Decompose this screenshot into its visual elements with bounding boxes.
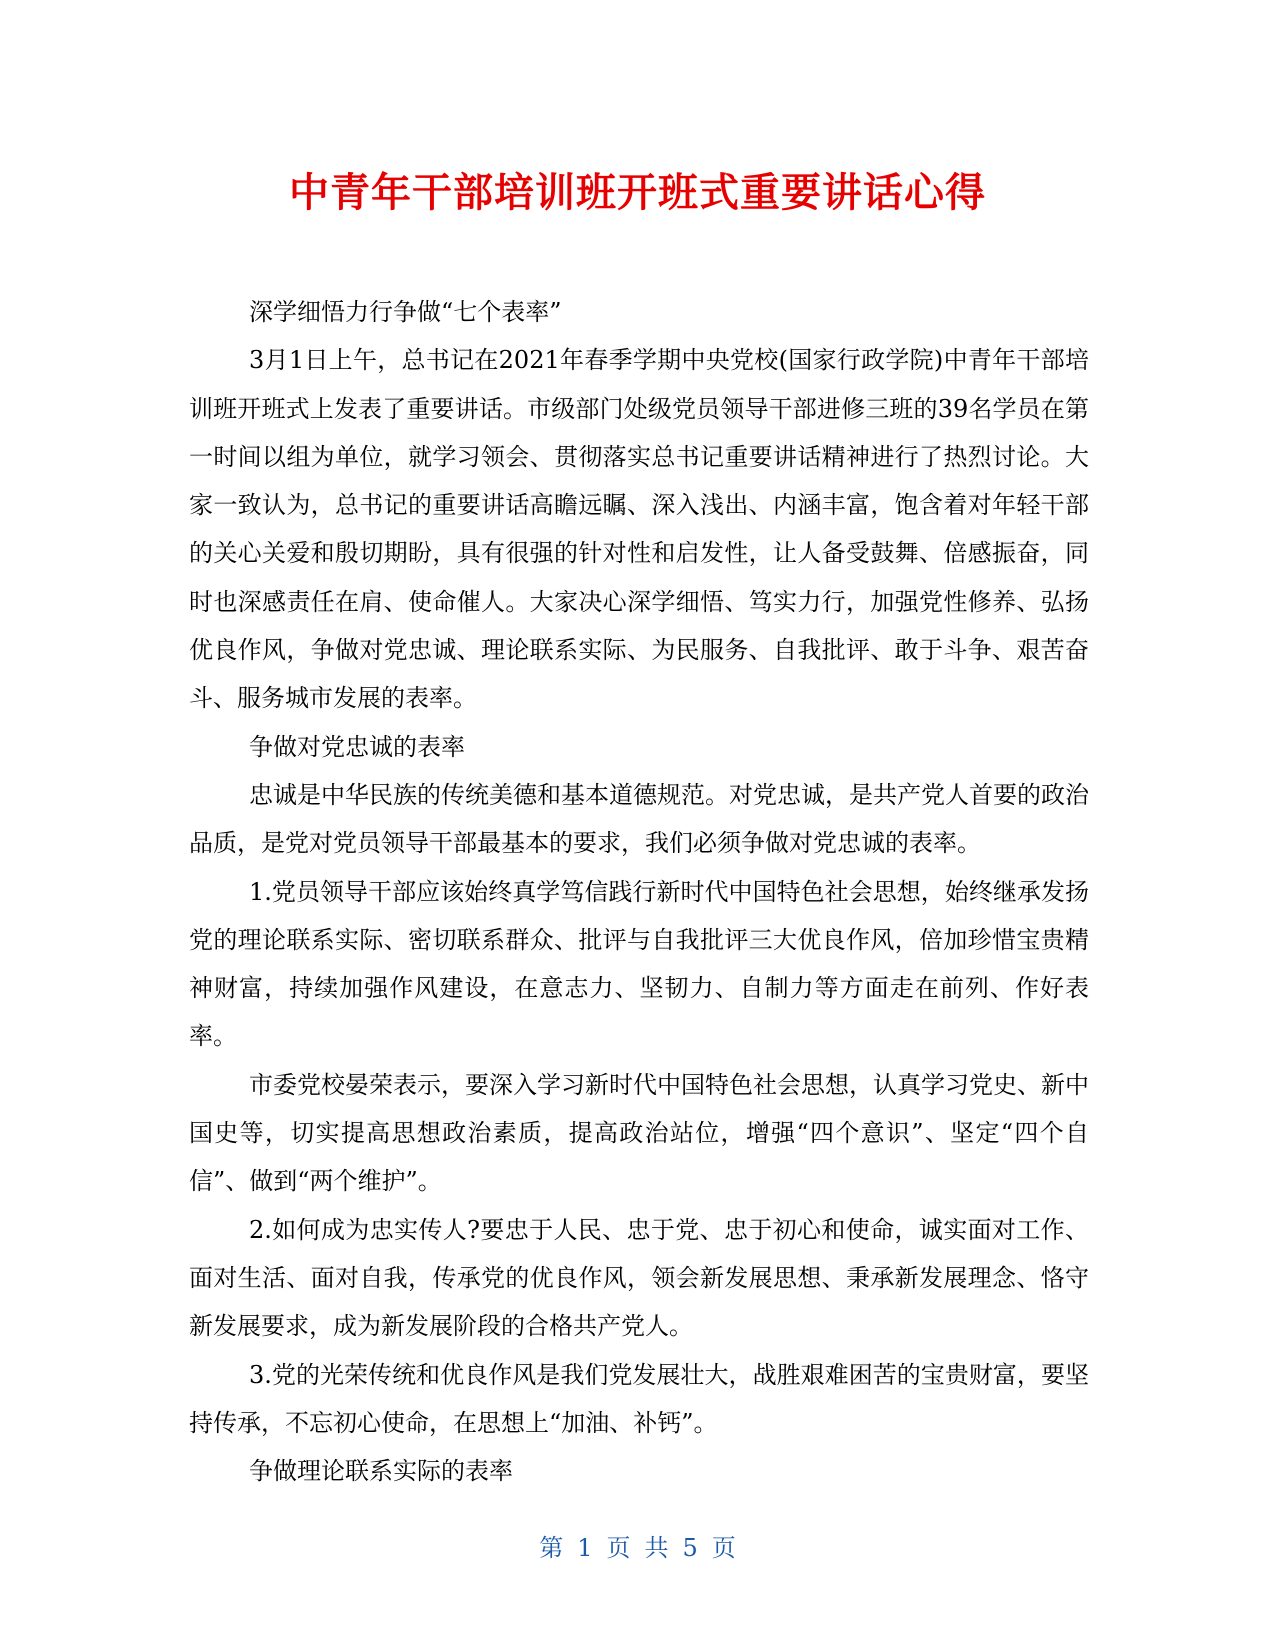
footer-total-word: 共 xyxy=(644,1534,669,1562)
footer-total-unit: 页 xyxy=(711,1534,736,1562)
paragraph-point-2: 2.如何成为忠实传人?要忠于人民、忠于党、忠于初心和使命，诚实面对工作、面对生活、面对自我，传承党的优良作风，领会新发展思想、秉承新发展理念、恪守新发展要求，成为新发展阶段的合格共产党人。 xyxy=(189,1215,1089,1341)
paragraph-intro: 3月1日上午，总书记在2021年春季学期中央党校(国家行政学院)中青年干部培训班开班式上发表了重要讲话。市级部门处级党员领导干部进修三班的39名学员在第一时间以组为单位，就学习领会、贯彻落实总书记重要讲话精神进行了热烈讨论。大家一致认为，总书记的重要讲话高瞻远瞩、深入浅出、内涵丰富，饱含着对年轻干部的关心关爱和殷切期盼，具有很强的针对性和启发性，让人备受鼓舞、倍感振奋，同时也深感责任在肩、使命催人。大家决心深学细悟、笃实力行，加强党性修养、弘扬优良作风，争做对党忠诚、理论联系实际、为民服务、自我批评、敢于斗争、艰苦奋斗、服务城市发展的表率。 xyxy=(189,346,1089,713)
footer-total-pages: 5 xyxy=(682,1534,698,1562)
footer-page-unit: 页 xyxy=(606,1534,631,1562)
paragraph-point-3: 3.党的光荣传统和优良作风是我们党发展壮大，战胜艰难困苦的宝贵财富，要坚持传承，不忘初心使命，在思想上“加油、补钙”。 xyxy=(189,1360,1089,1437)
document-title: 中青年干部培训班开班式重要讲话心得 xyxy=(289,170,986,216)
section-heading-theory: 争做理论联系实际的表率 xyxy=(249,1457,513,1486)
page-footer xyxy=(0,1530,1275,1566)
paragraph-subtitle: 深学细悟力行争做“七个表率” xyxy=(249,298,562,326)
document-body xyxy=(189,288,1089,1495)
footer-page-number: 1 xyxy=(577,1534,593,1562)
footer-page-word: 第 xyxy=(539,1534,564,1562)
paragraph-party-school: 市委党校晏荣表示，要深入学习新时代中国特色社会思想，认真学习党史、新中国史等，切实提高思想政治素质，提高政治站位，增强“四个意识”、坚定“四个自信”、做到“两个维护”。 xyxy=(189,1070,1089,1196)
paragraph-point-1: 1.党员领导干部应该始终真学笃信践行新时代中国特色社会思想，始终继承发扬党的理论联系实际、密切联系群众、批评与自我批评三大优良作风，倍加珍惜宝贵精神财富，持续加强作风建设，在意志力、坚韧力、自制力等方面走在前列、作好表率。 xyxy=(189,877,1089,1051)
section-heading-loyalty: 争做对党忠诚的表率 xyxy=(249,732,465,761)
paragraph-loyalty: 忠诚是中华民族的传统美德和基本道德规范。对党忠诚，是共产党人首要的政治品质，是党对党员领导干部最基本的要求，我们必须争做对党忠诚的表率。 xyxy=(189,780,1089,858)
